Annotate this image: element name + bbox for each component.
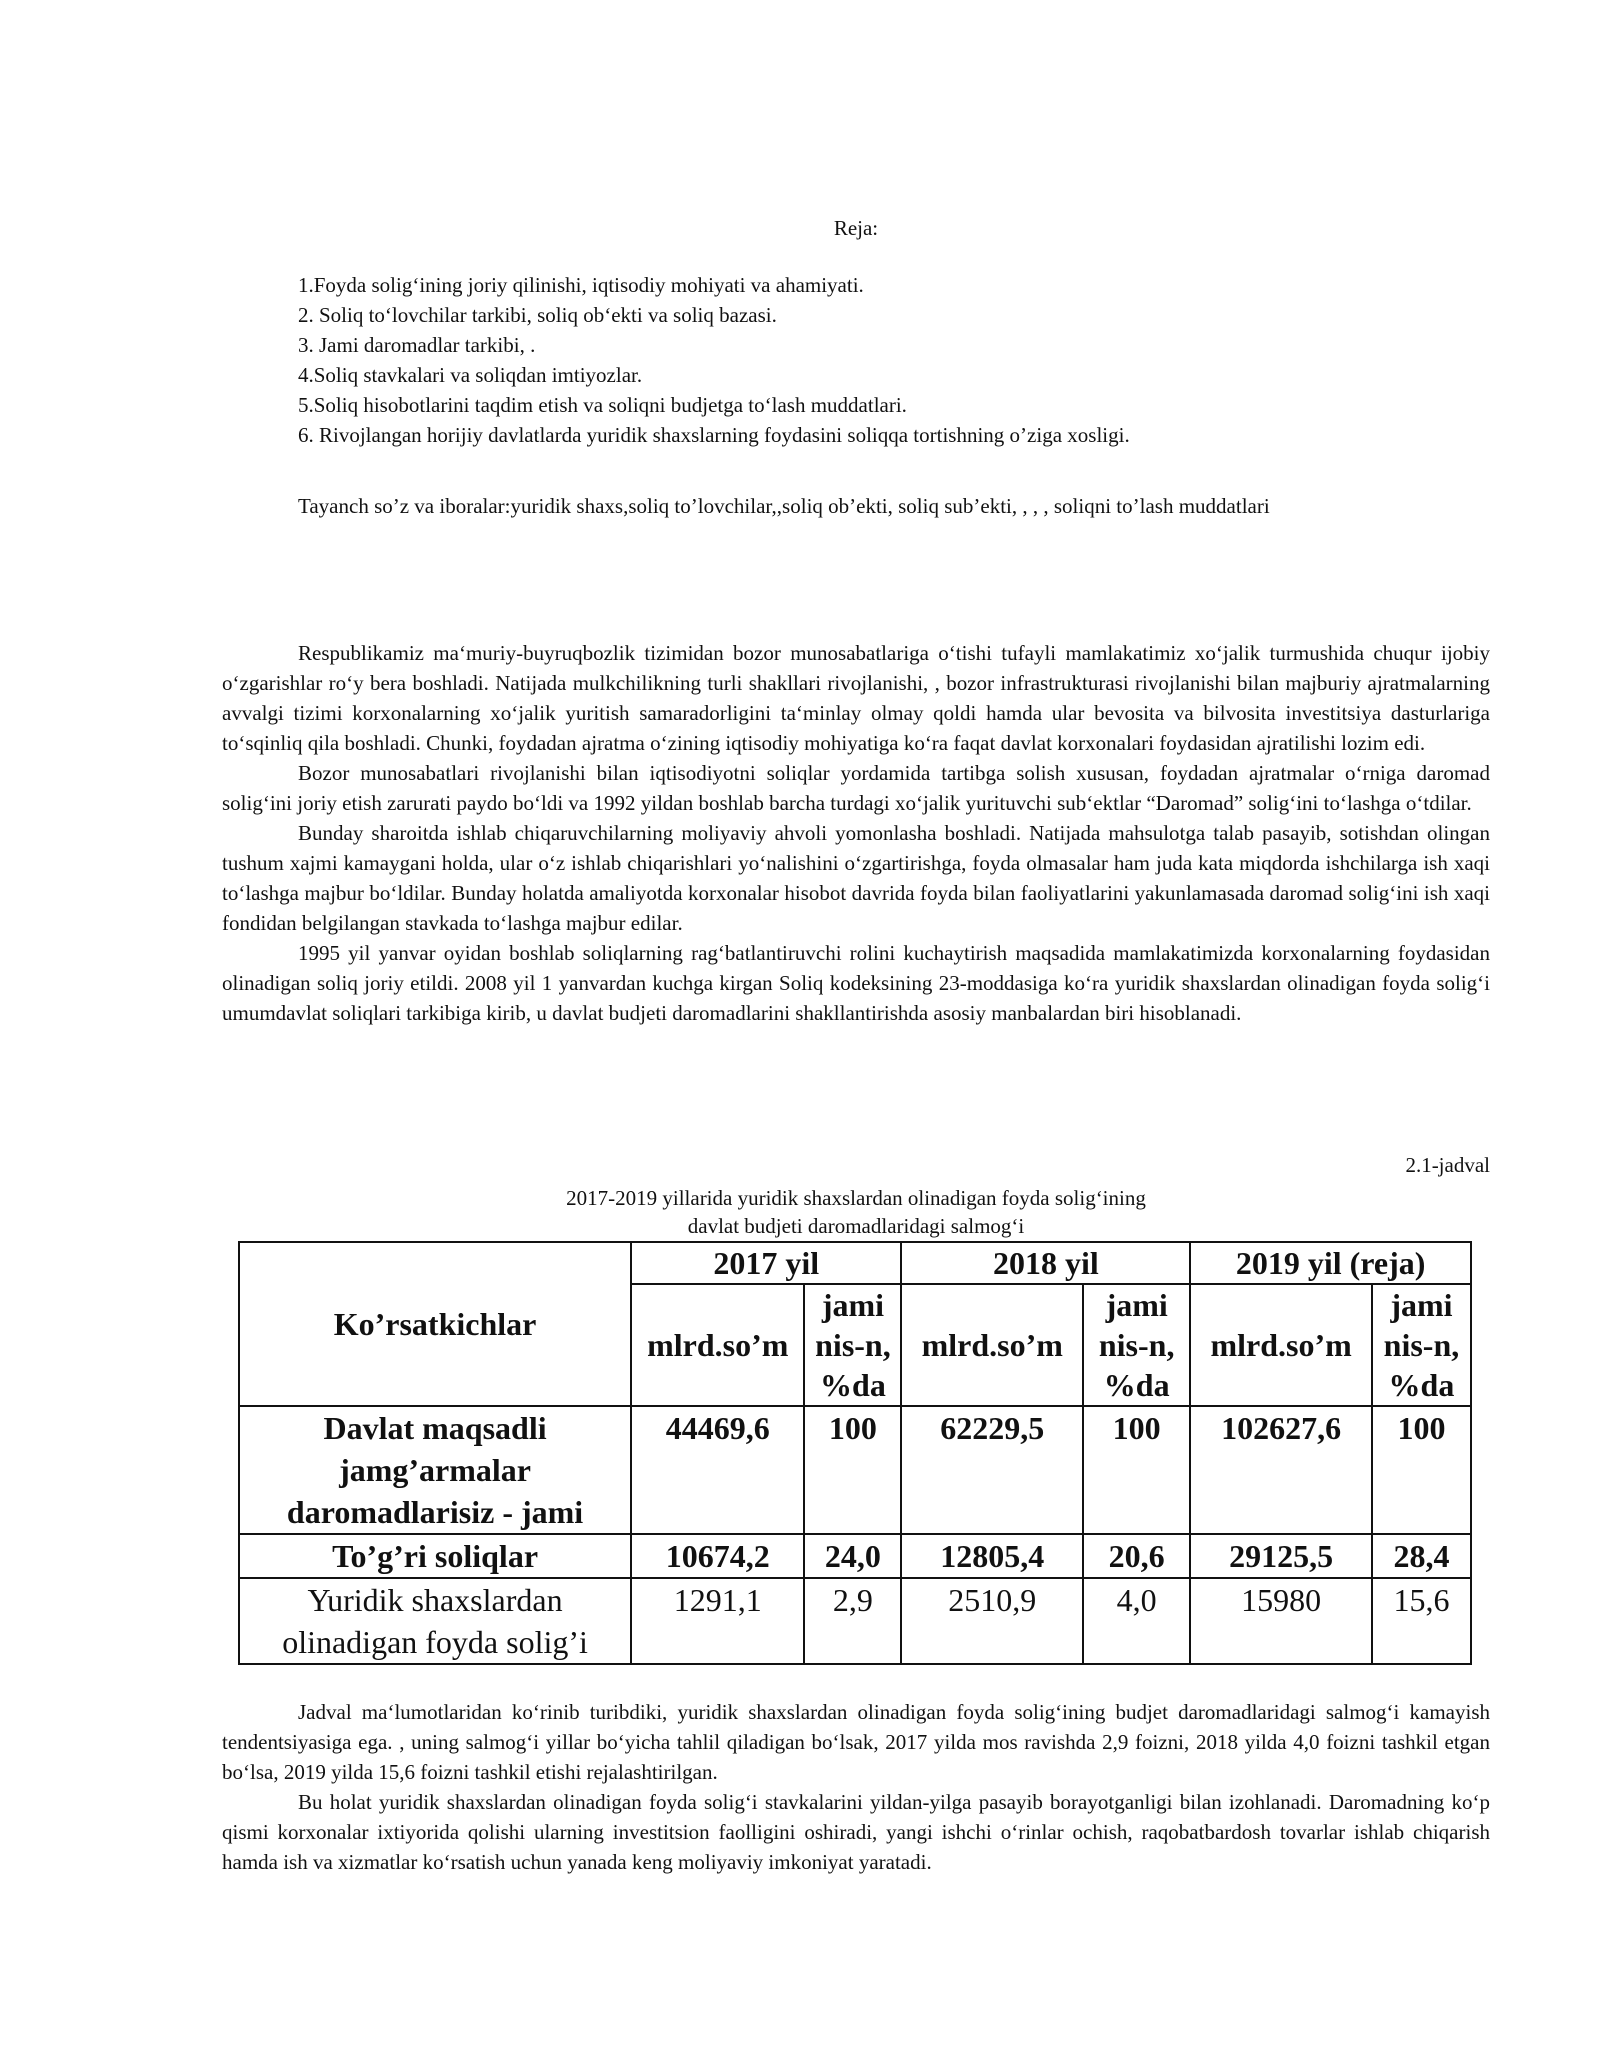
table-cell: 62229,5 [901, 1406, 1083, 1534]
plan-item: 1.Foyda solig‘ining joriy qilinishi, iqtisodiy mohiyati va ahamiyati. [298, 273, 864, 297]
plan-item: 3. Jami daromadlar tarkibi, . [298, 333, 536, 357]
table-cell: 15980 [1190, 1578, 1372, 1664]
table-header-row [239, 1242, 1471, 1284]
table-cell: 28,4 [1372, 1534, 1471, 1578]
table-cell: 10674,2 [631, 1534, 804, 1578]
table-cell: 4,0 [1083, 1578, 1190, 1664]
table-row [239, 1534, 1471, 1578]
table-cell: 100 [1083, 1406, 1190, 1534]
paragraph: Bozor munosabatlari rivojlanishi bilan iqtisodiyotni soliqlar yordamida tartibga solish xususan, foydadan ajratmalar o‘rniga daromad solig‘ini joriy etish zarurati paydo bo‘ldi va 1992 yildan boshlab barcha turdagi xo‘jalik yurituvchi sub‘ektlar “Daromad” solig‘ini to‘lashga o‘tdilar. [222, 761, 1490, 815]
table-cell: 2510,9 [901, 1578, 1083, 1664]
subheader-value: mlrd.so’m [1190, 1284, 1372, 1406]
subheader-share: jami nis-n, %da [1372, 1284, 1471, 1406]
keywords-block [222, 491, 1490, 521]
header-indicators: Ko’rsatkichlar [239, 1242, 631, 1406]
table-cell: 100 [1372, 1406, 1471, 1534]
table-row [239, 1406, 1471, 1534]
table-label: 2.1-jadval [1405, 1153, 1490, 1177]
subheader-share: jami nis-n, %da [804, 1284, 901, 1406]
body-text [222, 638, 1490, 1028]
table-cell: 12805,4 [901, 1534, 1083, 1578]
table-cell: 24,0 [804, 1534, 901, 1578]
plan-item: 6. Rivojlangan horijiy davlatlarda yuridik shaxslarning foydasini soliqqa tortishning o’ziga xosligi. [298, 423, 1130, 447]
table-cell: 29125,5 [1190, 1534, 1372, 1578]
paragraph: 1995 yil yanvar oyidan boshlab soliqlarning rag‘batlantiruvchi rolini kuchaytirish maqsadida mamlakatimizda korxonalarning foydasidan olinadigan soliq joriy etildi. 2008 yil 1 yanvardan kuchga kirgan Soliq kodeksining 23-moddasiga ko‘ra yuridik shaxslardan olinadigan foyda solig‘i umumdavlat soliqlari tarkibiga kirib, u davlat budjeti daromadlarini shakllantirishda asosiy manbalardan biri hisoblanadi. [222, 941, 1490, 1025]
row-label: Davlat maqsadli jamg’armalar daromadlarisiz - jami [239, 1406, 631, 1534]
row-label: To’g’ri soliqlar [239, 1534, 631, 1578]
subheader-value: mlrd.so’m [901, 1284, 1083, 1406]
plan-heading: Reja: [833, 216, 879, 240]
table-caption-line: 2017-2019 yillarida yuridik shaxslardan olinadigan foyda solig‘ining [566, 1186, 1146, 1210]
header-year-2019: 2019 yil (reja) [1190, 1242, 1471, 1284]
table-cell: 102627,6 [1190, 1406, 1372, 1534]
keywords-paragraph: Tayanch so’z va iboralar:yuridik shaxs,soliq to’lovchilar,,soliq ob’ekti, soliq sub’ekti, , , , soliqni to’lash muddatlari [298, 494, 1270, 518]
subheader-value: mlrd.so’m [631, 1284, 804, 1406]
plan-list [298, 270, 1130, 450]
header-year-2017: 2017 yil [631, 1242, 901, 1284]
paragraph: Bunday sharoitda ishlab chiqaruvchilarning moliyaviy ahvoli yomonlasha boshladi. Natijada mahsulotga talab pasayib, sotishdan olingan tushum xajmi kamaygani holda, ular o‘z ishlab chiqarishlari yo‘nalishini o‘zgartirishga, foyda olmasalar ham juda kata miqdorda ishchilarga ish xaqi to‘lashga majbur bo‘ldilar. Bunday holatda amaliyotda korxonalar hisobot davrida foyda bilan faoliyatlarini yakunlamasada daromad solig‘ini ish xaqi fondidan belgilangan stavkada to‘lashga majbur edilar. [222, 821, 1490, 935]
table-row [239, 1578, 1471, 1664]
table-cell: 44469,6 [631, 1406, 804, 1534]
plan-item: 2. Soliq to‘lovchilar tarkibi, soliq ob‘ekti va soliq bazasi. [298, 303, 777, 327]
paragraph: Bu holat yuridik shaxslardan olinadigan foyda solig‘i stavkalarini yildan-yilga pasayib borayotganligi bilan izohlanadi. Daromadning ko‘p qismi korxonalar ixtiyorida qolishi ularning investitsion faolligini oshiradi, yangi ishchi o‘rinlar ochish, raqobatbardosh tovarlar ishlab chiqarish hamda ish va xizmatlar ko‘rsatish uchun yanada keng moliyaviy imkoniyat yaratadi. [222, 1790, 1490, 1874]
table-caption-line: davlat budjeti daromadlaridagi salmog‘i [687, 1214, 1025, 1238]
table-cell: 1291,1 [631, 1578, 804, 1664]
paragraph: Respublikamiz ma‘muriy-buyruqbozlik tizimidan bozor munosabatlariga o‘tishi tufayli mamlakatimiz xo‘jalik turmushida chuqur ijobiy o‘zgarishlar ro‘y bera boshladi. Natijada mulkchilikning turli shakllari rivojlanishi, , bozor infrastrukturasi rivojlanishi bilan majburiy ajratmalarning avvalgi tizimi korxonalarning xo‘jalik yuritish samaradorligini ta‘minlay olmay qoldi hamda ular bevosita va bilvosita investitsiya dasturlariga to‘sqinliq qila boshladi. Chunki, foydadan ajratma o‘zining iqtisodiy mohiyatiga ko‘ra faqat davlat korxonalari foydasidan ajratilishi lozim edi. [222, 641, 1490, 755]
paragraph: Jadval ma‘lumotlaridan ko‘rinib turibdiki, yuridik shaxslardan olinadigan foyda solig‘ining budjet daromadlaridagi salmog‘i kamayish tendentsiyasiga ega. , uning salmog‘i yillar bo‘yicha tahlil qiladigan bo‘lsak, 2017 yilda mos ravishda 2,9 foizni, 2018 yilda 4,0 foizni tashkil etgan bo‘lsa, 2019 yilda 15,6 foizni tashkil etishi rejalashtirilgan. [222, 1700, 1490, 1784]
plan-item: 4.Soliq stavkalari va soliqdan imtiyozlar. [298, 363, 643, 387]
table-cell: 2,9 [804, 1578, 901, 1664]
row-label: Yuridik shaxslardan olinadigan foyda solig’i [239, 1578, 631, 1664]
data-table [238, 1241, 1472, 1665]
table-cell: 15,6 [1372, 1578, 1471, 1664]
conclusion-text [222, 1697, 1490, 1877]
table-cell: 100 [804, 1406, 901, 1534]
table-caption [222, 1184, 1490, 1240]
plan-item: 5.Soliq hisobotlarini taqdim etish va soliqni budjetga to‘lash muddatlari. [298, 393, 907, 417]
header-year-2018: 2018 yil [901, 1242, 1190, 1284]
subheader-share: jami nis-n, %da [1083, 1284, 1190, 1406]
table-cell: 20,6 [1083, 1534, 1190, 1578]
